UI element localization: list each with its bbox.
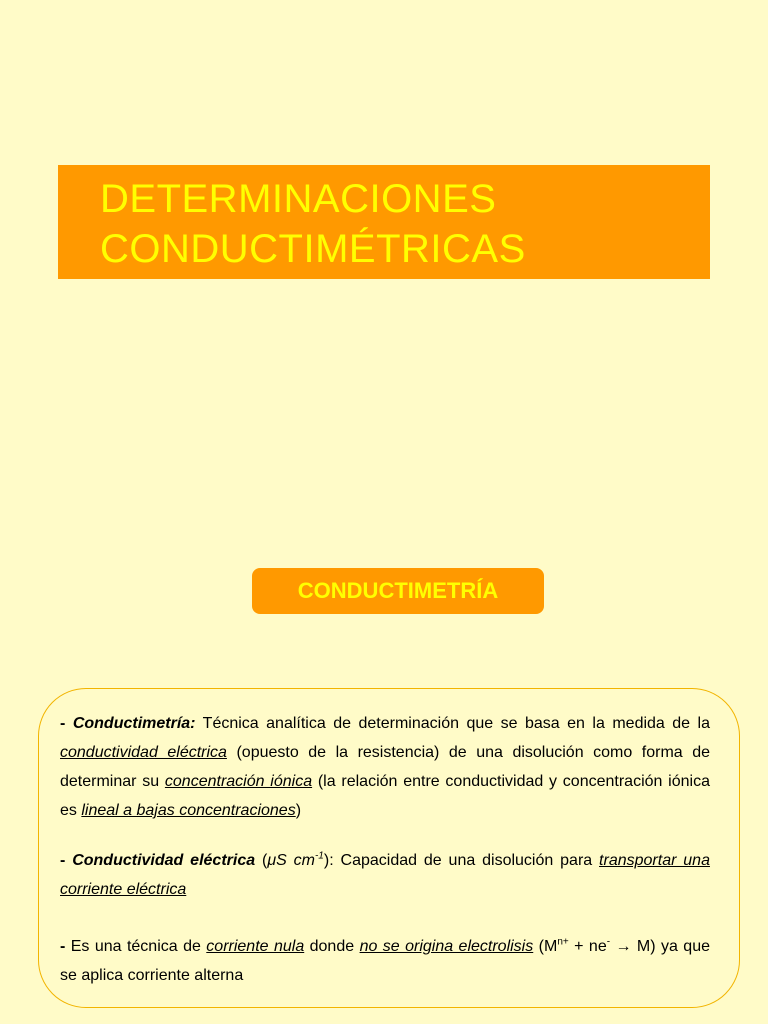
text: (opuesto de la resistencia) de una disolución como forma de determinar su <box>60 744 710 790</box>
mu-symbol: μ <box>267 852 277 869</box>
text: (M <box>533 938 558 955</box>
term-conductimetria: Conductimetría: <box>72 715 196 732</box>
unit-exponent: -1 <box>314 850 324 862</box>
text: + ne <box>568 938 607 955</box>
emphasis-lineal: lineal a bajas concentraciones <box>81 802 296 819</box>
text: ( <box>255 852 268 869</box>
electron-superscript: - <box>606 936 611 948</box>
charge-superscript: n+ <box>557 936 569 948</box>
text: → M) ya que se aplica corriente alterna <box>60 938 710 984</box>
emphasis-concentracion: concentración iónica <box>164 773 313 790</box>
text: donde <box>304 938 360 955</box>
emphasis-transportar: transportar una corriente eléctrica <box>60 852 710 898</box>
text: Técnica analítica de determinación que se basa en la medida de la <box>195 715 711 732</box>
dash: - <box>60 938 66 955</box>
text: (la relación entre conductividad y concentración iónica es <box>60 773 710 819</box>
title-line-1: DETERMINACIONES <box>100 177 497 221</box>
term-conductividad: Conductividad eléctrica <box>72 852 256 869</box>
paragraph-corriente-nula <box>60 932 710 990</box>
paragraph-conductividad <box>60 846 710 904</box>
emphasis-corriente-nula: corriente nula <box>206 938 305 955</box>
text: ) <box>295 802 302 819</box>
paragraph-conductimetria <box>60 709 710 825</box>
text: Es una técnica de <box>65 938 207 955</box>
dash: - <box>60 852 73 869</box>
title-line-2: CONDUCTIMÉTRICAS <box>100 227 526 271</box>
unit: S cm <box>276 852 315 869</box>
subtitle-badge <box>252 568 544 614</box>
emphasis-electrolisis: no se origina electrolisis <box>359 938 534 955</box>
subtitle-text: CONDUCTIMETRÍA <box>297 578 499 603</box>
dash: - <box>60 715 73 732</box>
emphasis-conductividad: conductividad eléctrica <box>60 744 227 761</box>
text: ): Capacidad de una disolución para <box>323 852 600 869</box>
